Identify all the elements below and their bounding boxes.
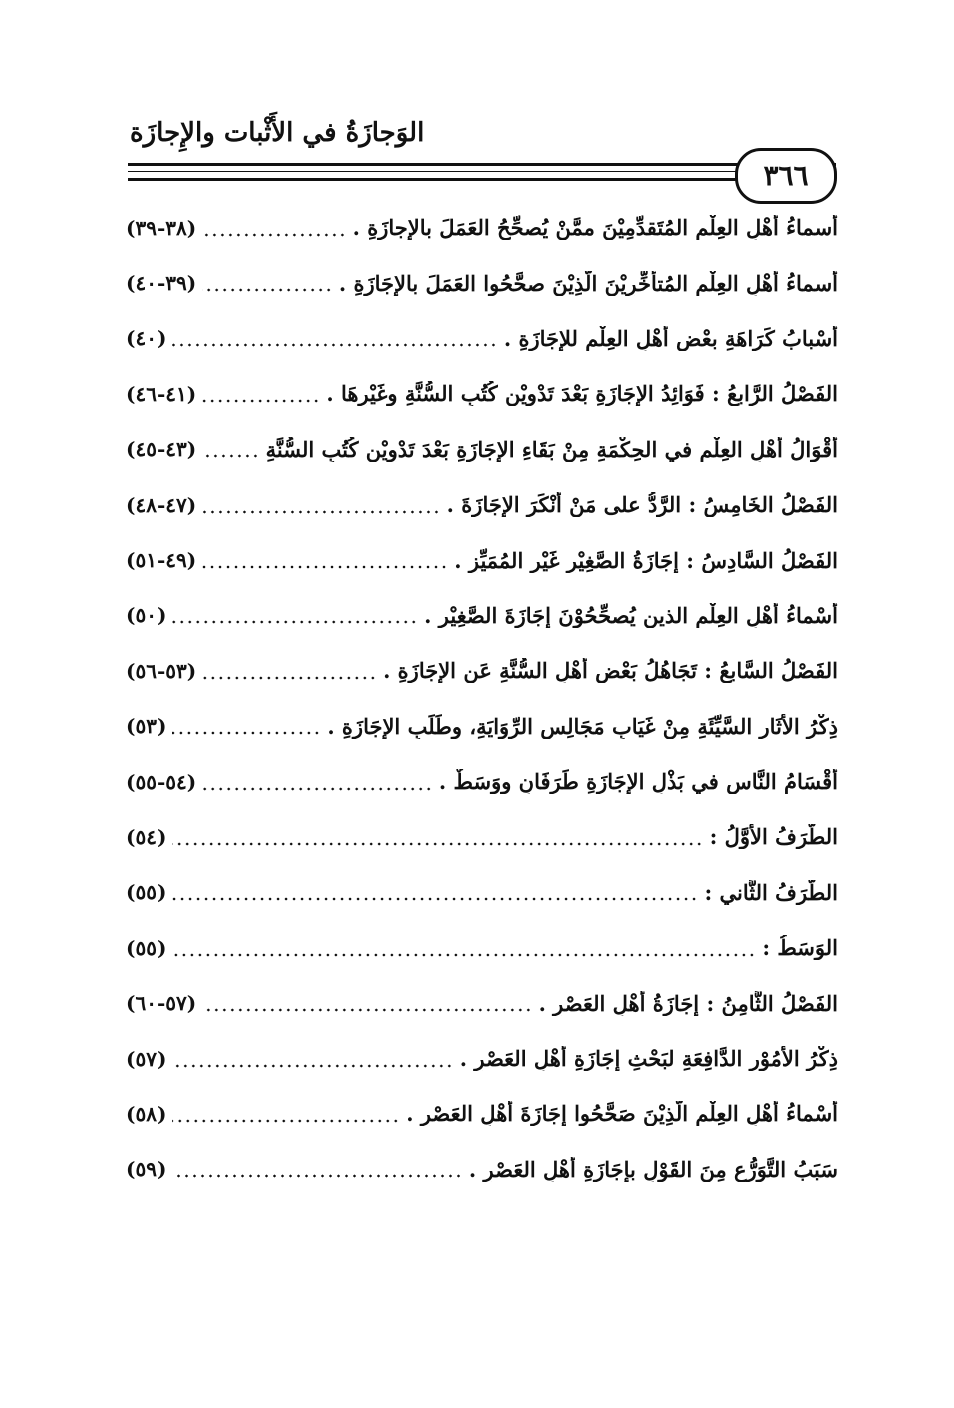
table-of-contents	[126, 200, 838, 1197]
toc-entry	[126, 422, 838, 477]
header-rule-top	[128, 163, 836, 166]
toc-dot-leader	[172, 952, 756, 958]
page-number: ٣٦٦	[735, 148, 837, 204]
toc-dot-leader	[202, 509, 440, 515]
toc-entry	[126, 920, 838, 975]
toc-entry-title: الفَصْلُ السَّابعُ : تَجَاهُلُ بَعْضِ أهْلِ السُّنَّةِ عَنِ الإجَازَةِ .	[383, 658, 838, 684]
toc-entry-title: أسْبابُ كَرَاهَةِ بعْضِ أهْلِ العِلْمِ للإجَازَةِ .	[503, 325, 838, 351]
toc-entry-title: الفَصْلُ الرَّابعُ : فَوَائِدُ الإجَازَةِ بَعْدَ تَدْوِيْنِ كُتُبِ السُّنَّةِ وغَيْرِهَا .	[326, 381, 838, 407]
toc-dot-leader	[202, 786, 433, 792]
toc-entry	[126, 311, 838, 366]
toc-dot-leader	[202, 398, 320, 404]
toc-entry-pages: (٤١-٤٦)	[126, 381, 197, 406]
toc-entry-pages: (٥٣-٥٦)	[126, 658, 197, 683]
toc-entry	[126, 1086, 838, 1141]
toc-entry-title: الوَسَطُ :	[762, 935, 838, 961]
toc-entry-pages: (٣٩-٤٠)	[126, 271, 197, 296]
toc-entry-title: أسْماءُ أهْلِ العِلْمِ الذين يُصحِّحُوْنَ إجَازَةَ الصَّغِيْرِ .	[424, 602, 838, 628]
toc-entry-title: ذِكْرُ الأمُوْرِ الدَّافِعَةِ لبَحْثِ إجَازَةِ أهْلِ العَصْرِ .	[459, 1046, 838, 1072]
toc-entry	[126, 975, 838, 1030]
toc-entry	[126, 200, 838, 255]
toc-entry	[126, 699, 838, 754]
toc-entry	[126, 1031, 838, 1086]
header-rule-bottom	[128, 178, 836, 181]
toc-entry-pages: (٥٤)	[126, 824, 167, 849]
toc-entry	[126, 255, 838, 310]
toc-dot-leader	[172, 841, 703, 847]
toc-entry-pages: (٣٨-٣٩)	[126, 215, 197, 240]
toc-entry-pages: (٤٧-٤٨)	[126, 492, 197, 517]
toc-entry	[126, 865, 838, 920]
toc-entry-pages: (٥٣)	[126, 714, 167, 739]
toc-dot-leader	[172, 619, 418, 625]
toc-entry-pages: (٥٤-٥٥)	[126, 769, 197, 794]
toc-entry	[126, 477, 838, 532]
toc-entry-title: أقْوَالُ أهْلِ العِلْمِ في الحِكْمَةِ مِنْ بَقَاءِ الإجَازَةِ بَعْدَ تَدْوِيْنِ كُتُبِ السُّنَّةِ	[265, 436, 838, 462]
toc-entry-pages: (٤٩-٥١)	[126, 548, 197, 573]
toc-dot-leader	[202, 675, 377, 681]
toc-entry-pages: (٥٥)	[126, 935, 167, 960]
toc-dot-leader	[202, 287, 333, 293]
toc-entry-title: الطَّرَفُ الأوَّلُ :	[709, 824, 838, 850]
toc-entry-pages: (٥٧)	[126, 1046, 167, 1071]
toc-dot-leader	[172, 730, 321, 736]
toc-entry-pages: (٥٠)	[126, 603, 167, 628]
toc-entry-title: الفَصْلُ الثَّامِنُ : إجَازَةُ أهْلِ العَصْرِ .	[538, 990, 838, 1016]
toc-entry	[126, 1142, 838, 1197]
toc-dot-leader	[172, 896, 698, 902]
toc-entry	[126, 643, 838, 698]
toc-dot-leader	[172, 1118, 400, 1124]
running-head-title: الوَجازَةُ في الأَثْبات والإِجازَة	[130, 118, 425, 148]
toc-entry-title: أقْسَامُ النَّاسِ في بَذْلِ الإجَازَةِ طَرَفَانِ ووَسَطٌ .	[438, 769, 838, 795]
toc-dot-leader	[202, 453, 259, 459]
toc-entry-title: الفَصْلُ الخَامِسُ : الرَّدُّ على مَنْ أنْكَرَ الإجَازَةَ .	[446, 492, 838, 518]
toc-entry-title: سَبَبُ التَّوَرُّعِ مِنَ القَوْلِ بإجَازَةِ أهْلِ العَصْرِ .	[468, 1156, 838, 1182]
toc-entry-pages: (٥٨)	[126, 1101, 167, 1126]
toc-dot-leader	[172, 1063, 453, 1069]
toc-entry-title: الطَّرَفُ الثَّاني :	[704, 879, 838, 905]
toc-entry	[126, 809, 838, 864]
header-rule-middle	[128, 171, 836, 172]
toc-entry-pages: (٤٠)	[126, 326, 167, 351]
toc-entry-title: ذِكْرُ الأثَارِ السَّيِّئَةِ مِنْ غَيَابِ مَجَالِسِ الرِّوَايَةِ، وطَلَبِ الإجَازَةِ .	[327, 713, 838, 739]
toc-dot-leader	[202, 1007, 532, 1013]
toc-entry	[126, 366, 838, 421]
toc-entry-title: أسْماءُ أهْلِ العِلْمِ الَّذِيْنَ صَحَّحُوا إجَازَةَ أهْلِ العَصْرِ .	[406, 1101, 838, 1127]
toc-entry	[126, 588, 838, 643]
toc-entry-pages: (٥٧-٦٠)	[126, 991, 197, 1016]
toc-entry-title: أسماءُ أهْلِ العِلْمِ المُتَقدِّمِيْنَ ممَّنْ يُصحِّحُ العَمَلَ بالإجازَةِ .	[352, 215, 838, 241]
toc-entry-pages: (٥٥)	[126, 880, 167, 905]
toc-dot-leader	[202, 232, 346, 238]
toc-entry-title: أسماءُ أهْلِ العِلْمِ المُتأخِّرِيْنَ الَّذِيْنَ صحَّحُوا العَمَلَ بالإجَازَةِ .	[338, 270, 838, 296]
toc-dot-leader	[172, 342, 497, 348]
toc-entry-pages: (٥٩)	[126, 1157, 167, 1182]
toc-entry	[126, 754, 838, 809]
toc-dot-leader	[172, 1173, 463, 1179]
toc-entry-title: الفَصْلُ السَّادِسُ : إجَازَةُ الصَّغِيْرِ غَيْرِ المُمَيِّزِ .	[454, 547, 838, 573]
toc-entry	[126, 532, 838, 587]
toc-dot-leader	[202, 564, 448, 570]
toc-entry-pages: (٤٣-٤٥)	[126, 437, 197, 462]
